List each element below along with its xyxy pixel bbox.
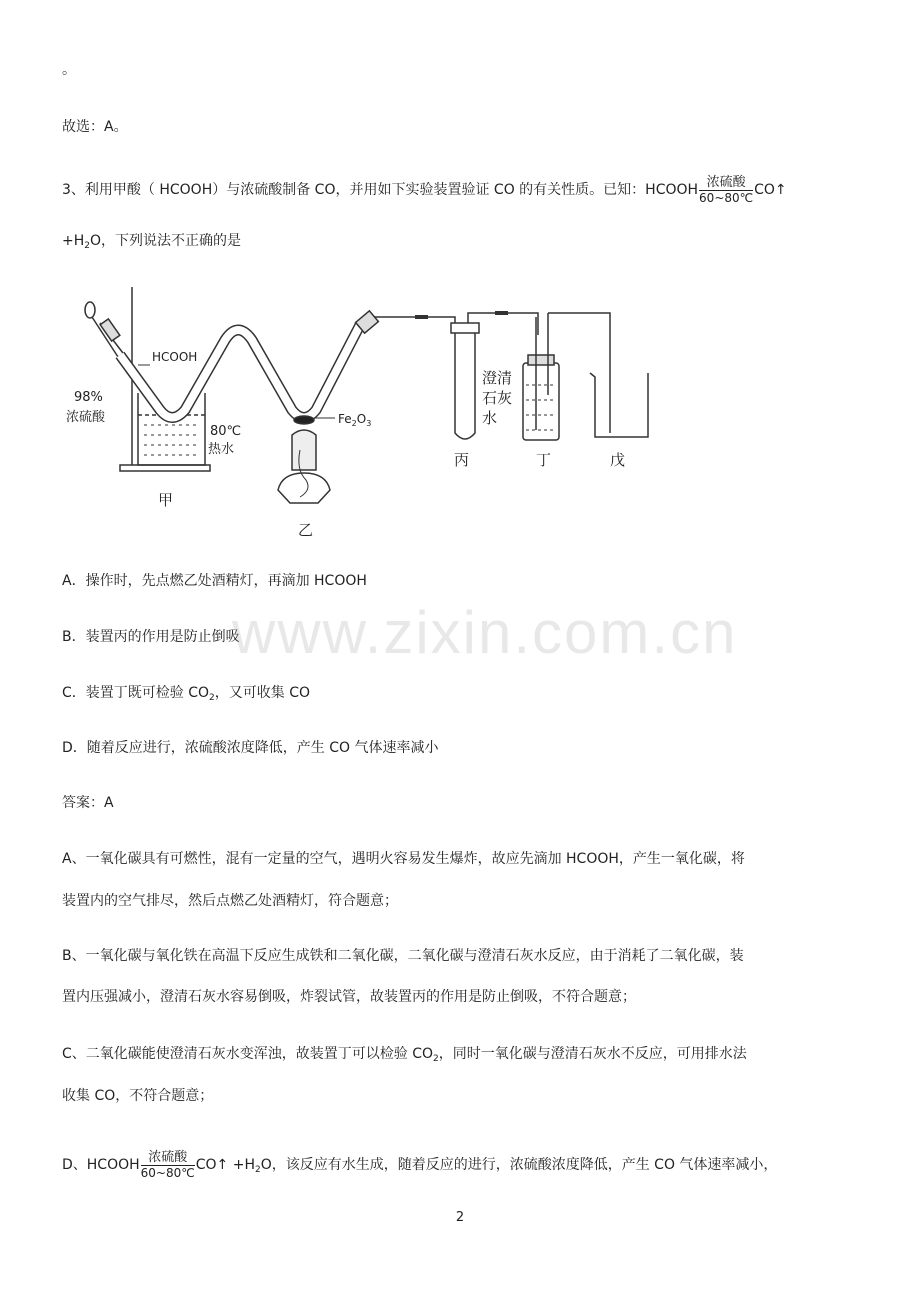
explanation-a-1: A、一氧化碳具有可燃性，混有一定量的空气，遇明火容易发生爆炸，故应先滴加 HCOOH，产生一氧化碳，将	[62, 851, 745, 867]
option-c-sub: 2	[209, 693, 215, 703]
explanation-c-post: ，同时一氧化碳与澄清石灰水不反应，可用排水法	[438, 1046, 747, 1062]
label-fe2o3: $Fe_2O_3$	[338, 412, 372, 428]
option-c-post: ，又可收集 CO	[214, 685, 311, 701]
label-ding: 丁	[536, 451, 552, 469]
water-bath-beaker	[138, 393, 205, 465]
fe2o3-powder	[294, 416, 314, 424]
explanation-b-1: B、一氧化碳与氧化铁在高温下反应生成铁和二氧化碳，二氧化碳与澄清石灰水反应，由于消耗了二氧化碳，装	[62, 948, 744, 964]
funnel-bulb	[85, 302, 95, 318]
explanation-d-sub: 2	[254, 1165, 261, 1175]
stand-base	[120, 465, 210, 471]
limewater-hatching	[526, 385, 556, 430]
funnel-stopper	[100, 319, 120, 341]
explanation-d-product: CO↑ +H	[195, 1157, 255, 1173]
previous-answer: 故选：A。	[62, 119, 128, 135]
water-hatching	[144, 425, 200, 455]
page-number: 2	[455, 1210, 465, 1225]
explanation-d-o: O	[260, 1157, 272, 1173]
water-plus: +H	[62, 233, 85, 249]
apparatus-diagram	[60, 275, 680, 550]
gas-tube-1	[374, 317, 455, 325]
label-hcooh: HCOOH	[152, 350, 198, 364]
label-hot-water: 热水	[208, 442, 235, 457]
explanation-d-cond-top: 浓硫酸	[141, 1150, 195, 1166]
option-a: A．操作时，先点燃乙处酒精灯，再滴加 HCOOH	[62, 573, 367, 589]
explanation-b-2: 置内压强减小，澄清石灰水容易倒吸，炸裂试管，故装置丙的作用是防止倒吸，不符合题意；	[62, 989, 636, 1005]
explanation-c-pre: C、二氧化碳能使澄清石灰水变浑浊，故装置丁可以检验 CO	[62, 1046, 434, 1062]
beaker-wu	[590, 373, 648, 437]
question-rest: ，下列说法不正确的是	[101, 233, 242, 249]
bing-stopper	[451, 323, 479, 333]
explanation-c-2: 收集 CO，不符合题意；	[62, 1088, 214, 1104]
explanation-d	[62, 1150, 777, 1180]
label-acid-name: 浓硫酸	[66, 410, 106, 425]
reactant: HCOOH	[645, 182, 699, 198]
watermark: www.zixin.com.cn	[232, 599, 738, 666]
option-d: D．随着反应进行，浓硫酸浓度降低，产生 CO 气体速率减小	[62, 740, 439, 756]
question-text: 3、利用甲酸（ HCOOH）与浓硫酸制备 CO，并用如下实验装置验证 CO 的有关性质。已知：	[62, 182, 646, 198]
option-b: B．装置丙的作用是防止倒吸	[62, 629, 240, 645]
explanation-a-2: 装置内的空气排尽，然后点燃乙处酒精灯，符合题意；	[62, 893, 398, 909]
option-c-pre: C．装置丁既可检验 CO	[62, 685, 210, 701]
top-mark: 。	[62, 62, 76, 78]
label-bing: 丙	[454, 451, 470, 469]
label-limewater-1: 澄清	[482, 369, 513, 387]
label-jia: 甲	[158, 491, 174, 509]
label-yi: 乙	[298, 521, 314, 539]
condition-top: 浓硫酸	[699, 175, 753, 191]
bottle-ding	[523, 363, 559, 440]
question-line-1	[62, 175, 787, 205]
option-c	[62, 683, 310, 708]
label-wu: 戊	[610, 451, 626, 469]
water-o: O	[90, 233, 102, 249]
question-line-2	[62, 231, 241, 256]
product: CO↑	[754, 182, 787, 198]
answer: 答案：A	[62, 795, 114, 811]
explanation-d-cond-bottom: 60~80℃	[140, 1166, 195, 1180]
label-limewater-2: 石灰	[482, 389, 513, 407]
explanation-d-rest: ，该反应有水生成，随着反应的进行，浓硫酸浓度降低，产生 CO 气体速率减小，	[271, 1157, 778, 1173]
explanation-d-pre: D、HCOOH	[62, 1157, 140, 1173]
label-limewater-3: 水	[482, 409, 498, 427]
lamp-wick-holder	[292, 430, 316, 470]
ding-stopper	[528, 355, 554, 365]
condition-bottom: 60~80℃	[699, 191, 754, 205]
gas-tube-3	[548, 313, 610, 433]
label-acid-pct: 98%	[74, 390, 103, 405]
explanation-c-sub: 2	[433, 1054, 439, 1064]
explanation-d-condition	[141, 1150, 195, 1180]
water-sub: 2	[84, 241, 90, 251]
test-tube-bing	[455, 330, 475, 439]
label-temp: 80℃	[210, 424, 242, 439]
explanation-c-1	[62, 1044, 747, 1069]
reaction-condition	[699, 175, 753, 205]
